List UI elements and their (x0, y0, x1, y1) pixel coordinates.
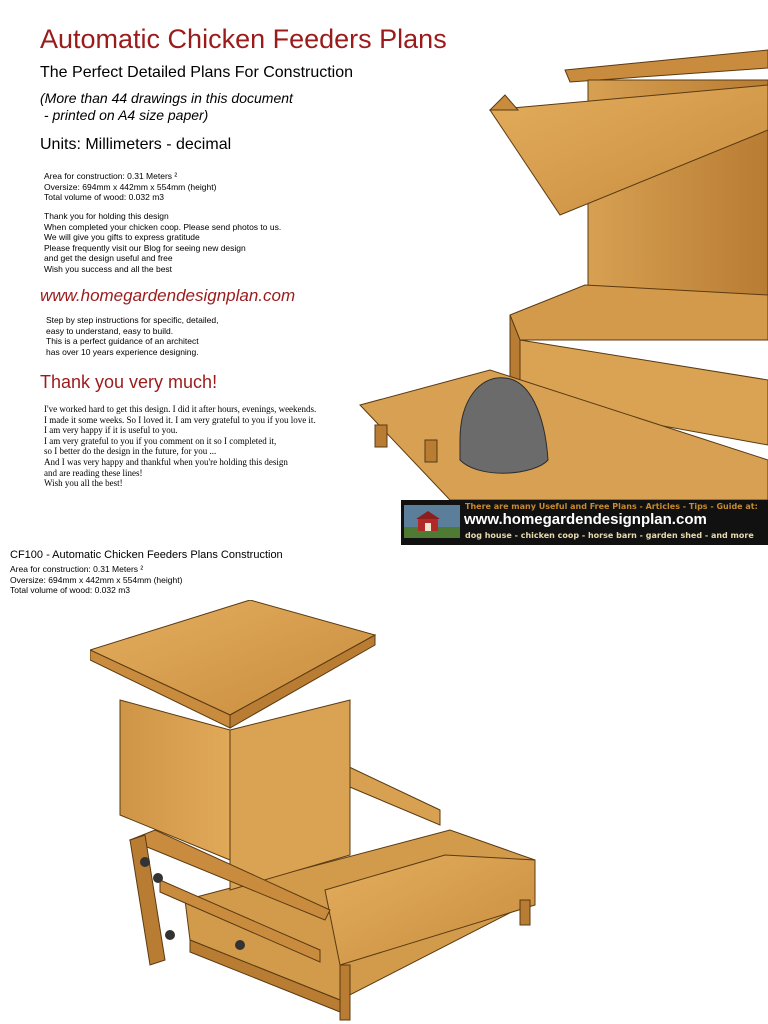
banner-url[interactable]: www.homegardendesignplan.com (464, 511, 707, 528)
note-line: Wish you all the best! (44, 478, 123, 489)
construction-title: CF100 - Automatic Chicken Feeders Plans Construction (10, 549, 283, 561)
website-link[interactable]: www.homegardendesignplan.com (40, 286, 296, 305)
note-line: and are reading these lines! (44, 467, 143, 478)
thanks-paragraph (44, 211, 281, 274)
paragraph-line: We will give you gifts to express gratitude (44, 232, 200, 242)
note-line: I made it some weeks. So I loved it. I am very grateful to you if you love it. (44, 414, 316, 425)
note-line: - printed on A4 size paper) (40, 107, 209, 123)
website-banner[interactable] (401, 500, 768, 545)
paragraph-line: easy to understand, easy to build. (46, 325, 174, 336)
stat-volume: Total volume of wood: 0.032 m3 (10, 585, 131, 595)
banner-bottom-text: dog house - chicken coop - horse barn - garden shed - and more (465, 531, 754, 540)
paragraph-line: Wish you success and all the best (44, 263, 173, 274)
paragraph-line: Step by step instructions for specific, detailed, (46, 315, 219, 325)
document-title: Automatic Chicken Feeders Plans (40, 24, 447, 54)
paragraph-line: Please frequently visit our Blog for seeing new design (44, 242, 246, 253)
instructions-paragraph (46, 315, 218, 357)
note-line: And I was very happy and thankful when you're holding this design (44, 456, 288, 467)
construction-stats (10, 564, 182, 596)
note-line: so I better do the design in the future, for you ... (44, 446, 217, 457)
note-line: I am very happy if it is useful to you. (44, 425, 178, 436)
paragraph-line: and get the design useful and free (44, 253, 173, 263)
paragraph-line: When completed your chicken coop. Please send photos to us. (44, 221, 282, 232)
feeder-render-top (330, 40, 768, 500)
note-line: I am very grateful to you if you comment on it so I completed it, (44, 435, 277, 446)
personal-note (44, 404, 316, 489)
cover-stats (44, 171, 216, 203)
note-line: (More than 44 drawings in this document (40, 90, 293, 106)
construction-page (0, 545, 768, 1024)
paragraph-line: This is a perfect guidance of an architect (46, 336, 199, 346)
barn-thumbnail-icon (404, 505, 460, 538)
stat-oversize: Oversize: 694mm x 442mm x 554mm (height) (44, 181, 217, 192)
drawings-note (40, 90, 293, 124)
feeder-render-full (90, 600, 550, 1024)
paragraph-line: Thank you for holding this design (44, 211, 169, 221)
stat-volume: Total volume of wood: 0.032 m3 (44, 192, 165, 202)
units-label: Units: Millimeters - decimal (40, 136, 232, 153)
stat-oversize: Oversize: 694mm x 442mm x 554mm (height) (10, 574, 183, 585)
banner-top-text: There are many Useful and Free Plans - Articles - Tips - Guide at: (465, 502, 758, 511)
stat-area: Area for construction: 0.31 Meters ² (44, 171, 178, 181)
paragraph-line: has over 10 years experience designing. (46, 346, 199, 357)
document-subtitle: The Perfect Detailed Plans For Construction (40, 64, 354, 81)
note-line: I've worked hard to get this design. I did it after hours, evenings, weekends. (44, 404, 317, 414)
stat-area: Area for construction: 0.31 Meters ² (10, 564, 144, 574)
thank-you-heading: Thank you very much! (40, 372, 218, 392)
